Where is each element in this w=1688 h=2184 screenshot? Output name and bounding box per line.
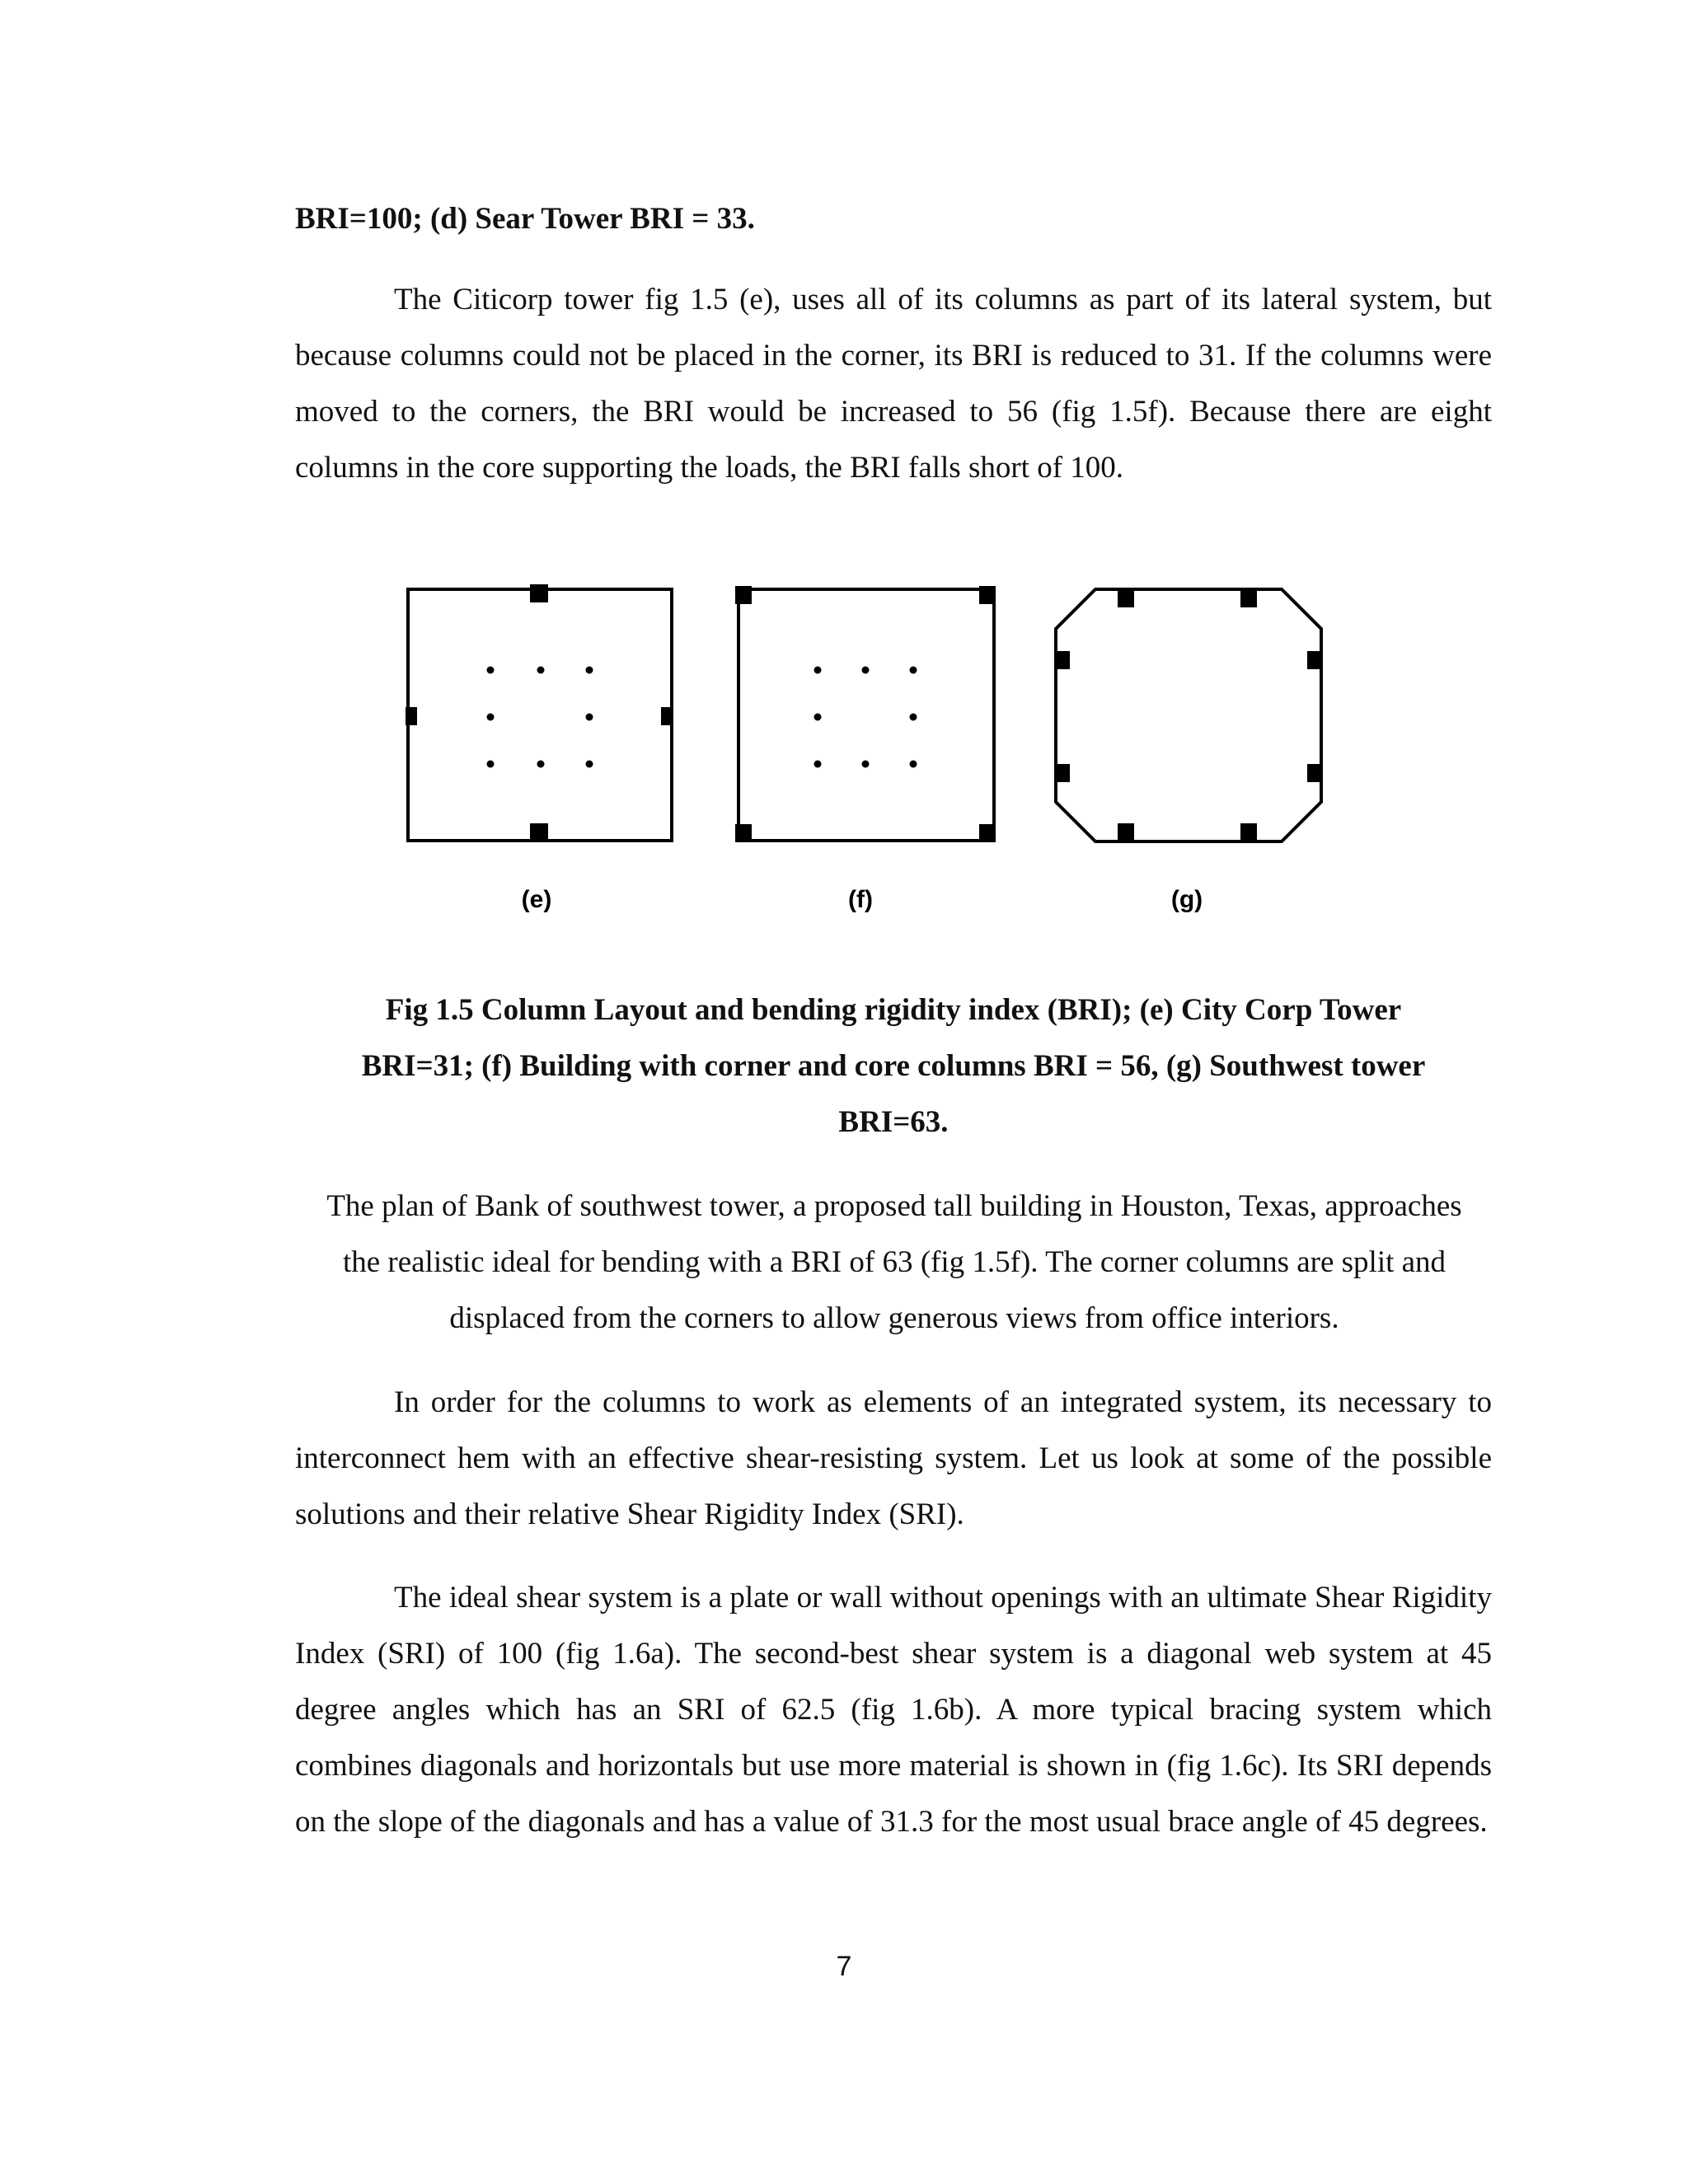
plan-e: [406, 584, 673, 841]
caption-line: BRI=63.: [838, 1105, 949, 1139]
figure-caption: [295, 982, 1492, 1151]
paragraph-shear: The ideal shear system is a plate or wall without openings with an ultimate Shear Rigidity Index (SRI) of 100 (fig 1.6a). The second-best shear system is a diagonal web system at 45 degree angles which has an SRI of 62.5 (fig 1.6b). A more typical bracing system which combines diagonals and horizontals but use more material is shown in (fig 1.6c). Its SRI depends on the slope of the diagonals and has a value of 31.3 for the most usual brace angle of 45 degrees.: [295, 1581, 1492, 1839]
continued-caption-line: BRI=100; (d) Sear Tower BRI = 33.: [295, 202, 755, 236]
paragraph-southwest: The plan of Bank of southwest tower, a proposed tall building in Houston, Texas, approaches the realistic ideal for bending with a BRI of 63 (fig 1.5f). The corner columns are split and displaced from the corners to allow generous views from office interiors.: [326, 1189, 1462, 1335]
panel-label-e: (e): [521, 886, 552, 913]
paragraph-citicorp: The Citicorp tower fig 1.5 (e), uses all of its columns as part of its lateral system, but because columns could not be placed in the corner, its BRI is reduced to 31. If the columns were moved to the corners, the BRI would be increased to 56 (fig 1.5f). Because there are eight columns in the core supporting the loads, the BRI falls short of 100.: [295, 283, 1492, 485]
panel-label-f: (f): [848, 886, 873, 913]
caption-line: BRI=31; (f) Building with corner and core columns BRI = 56, (g) Southwest tower: [361, 1049, 1426, 1083]
plan-g: [1056, 589, 1321, 841]
paragraph-columns: In order for the columns to work as elements of an integrated system, its necessary to interconnect hem with an effective shear-resisting system. Let us look at some of the possible solutions and their relative Shear Rigidity Index (SRI).: [295, 1385, 1492, 1531]
caption-line: Fig 1.5 Column Layout and bending rigidity index (BRI); (e) City Corp Tower: [385, 993, 1402, 1027]
figure-column-layouts: [402, 581, 1334, 927]
page-number: 7: [836, 1951, 852, 1982]
panel-label-g: (g): [1170, 886, 1203, 913]
plan-f: [735, 586, 996, 842]
